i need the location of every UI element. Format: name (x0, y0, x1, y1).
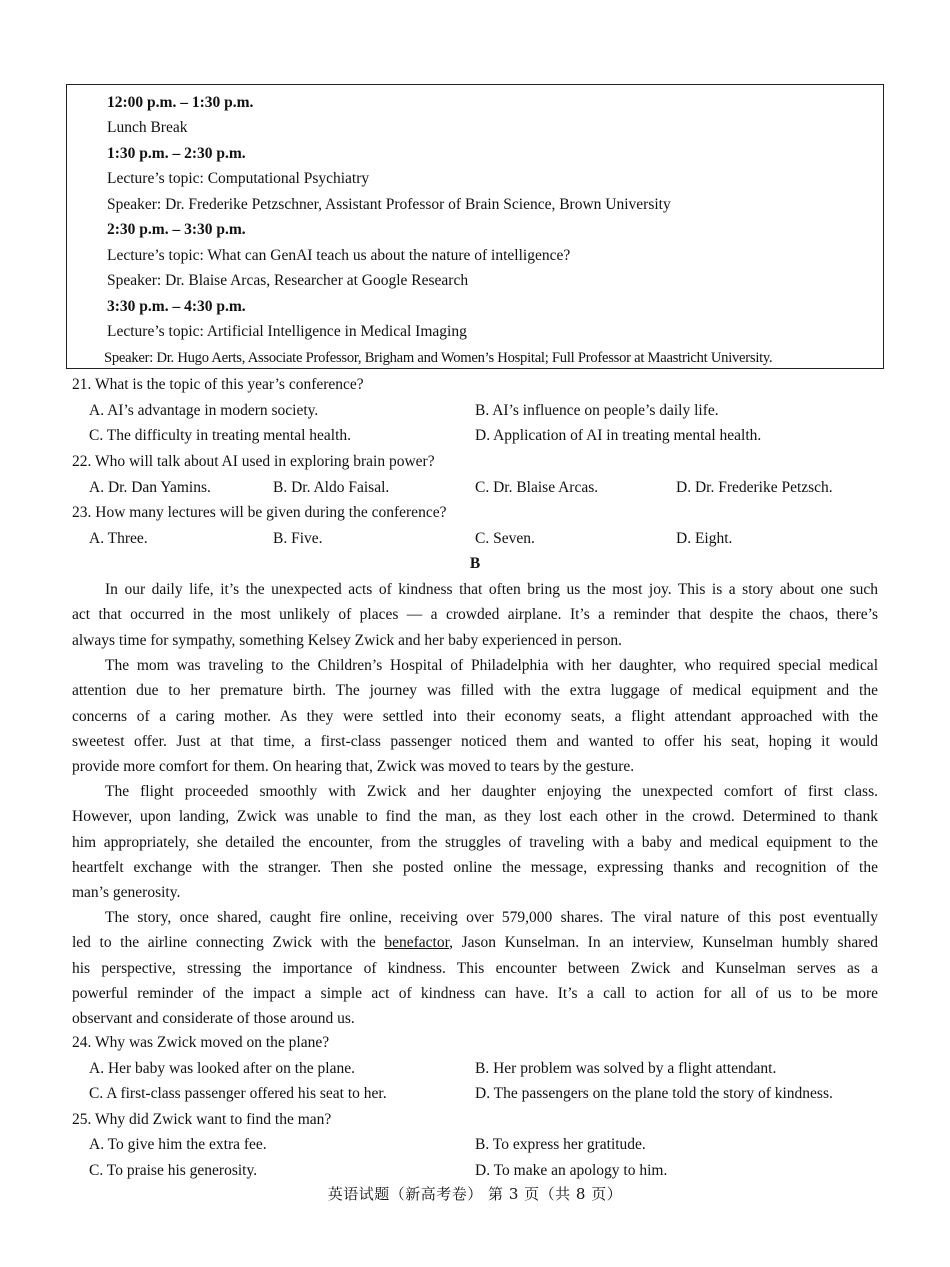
q24-option-b: B. Her problem was solved by a flight attendant. (475, 1060, 777, 1077)
q24-option-d: D. The passengers on the plane told the story of kindness. (475, 1085, 833, 1102)
q25-option-d: D. To make an apology to him. (475, 1162, 668, 1179)
schedule-item: Lecture’s topic: Computational Psychiatry (107, 170, 370, 187)
schedule-time: 3:30 p.m. – 4:30 p.m. (107, 298, 246, 315)
passage-line: The flight proceeded smoothly with Zwick and her daughter enjoying the unexpected comfort of first class. (105, 783, 878, 800)
section-heading-b: B (469, 555, 481, 572)
q21-option-c: C. The difficulty in treating mental health. (89, 427, 352, 444)
q22-option-d: D. Dr. Frederike Petzsch. (676, 479, 833, 496)
passage-line (72, 930, 878, 955)
schedule-item: Speaker: Dr. Hugo Aerts, Associate Professor, Brigham and Women’s Hospital; Full Professor at Maastricht University. (104, 350, 773, 366)
passage-line: concerns of a caring mother. As they were settled into their economy seats, a flight attendant approached with the (72, 707, 878, 725)
q23-option-d: D. Eight. (676, 530, 733, 547)
passage-line: observant and considerate of those around us. (72, 1010, 355, 1028)
schedule-time: 1:30 p.m. – 2:30 p.m. (107, 145, 246, 162)
passage-line: provide more comfort for them. On hearing that, Zwick was moved to tears by the gesture. (72, 758, 635, 776)
passage-paragraph-4 (72, 905, 878, 1031)
passage-paragraph-1 (72, 577, 878, 653)
q24-option-a: A. Her baby was looked after on the plane. (89, 1060, 355, 1077)
passage-line: him appropriately, she detailed the encounter, from the struggles of traveling with a baby and medical equipment to the (72, 833, 878, 851)
q25-option-b: B. To express her gratitude. (475, 1136, 646, 1153)
schedule-time: 12:00 p.m. – 1:30 p.m. (107, 94, 254, 111)
page-footer: 英语试题（新高考卷） 第 3 页（共 8 页） (327, 1185, 623, 1203)
passage-line: act that occurred in the most unlikely of places — a crowded airplane. It’s a reminder that despite the chaos, there’s (72, 606, 878, 624)
passage-line: powerful reminder of the impact a simple act of kindness can have. It’s a call to action for all of us to be more (72, 984, 878, 1002)
passage-line: heartfelt exchange with the stranger. Then she posted online the message, expressing thanks and recognition of the (72, 858, 878, 876)
passage-line: The story, once shared, caught fire online, receiving over 579,000 shares. The viral nature of this post eventually (105, 909, 878, 926)
passage-paragraph-2 (72, 653, 878, 779)
q21-option-b: B. AI’s influence on people’s daily life. (475, 402, 719, 419)
schedule-item: Speaker: Dr. Blaise Arcas, Researcher at Google Research (107, 272, 469, 289)
schedule-item: Lecture’s topic: What can GenAI teach us about the nature of intelligence? (107, 247, 571, 264)
question-22: 22. Who will talk about AI used in exploring brain power? (72, 453, 435, 470)
q23-option-a: A. Three. (89, 530, 148, 547)
q21-option-a: A. AI’s advantage in modern society. (89, 402, 319, 419)
passage-paragraph-3 (72, 779, 878, 905)
question-25: 25. Why did Zwick want to find the man? (72, 1111, 332, 1128)
passage-text: led to the airline connecting Zwick with the (72, 934, 385, 952)
q25-option-c: C. To praise his generosity. (89, 1162, 258, 1179)
q23-option-b: B. Five. (273, 530, 323, 547)
question-21: 21. What is the topic of this year’s conference? (72, 376, 364, 393)
passage-line: his perspective, stressing the importance of kindness. This encounter between Zwick and Kunselman serves as a (72, 959, 878, 977)
question-23: 23. How many lectures will be given during the conference? (72, 504, 447, 521)
schedule-item: Lecture’s topic: Artificial Intelligence in Medical Imaging (107, 323, 467, 340)
underlined-word-benefactor: benefactor (384, 934, 450, 952)
passage-line: sweetest offer. Just at that time, a first-class passenger noticed them and wanted to offer his seat, hoping it would (72, 732, 878, 750)
q22-option-a: A. Dr. Dan Yamins. (89, 479, 211, 496)
q22-option-c: C. Dr. Blaise Arcas. (475, 479, 599, 496)
schedule-time: 2:30 p.m. – 3:30 p.m. (107, 221, 246, 238)
passage-line: The mom was traveling to the Children’s Hospital of Philadelphia with her daughter, who required special medical (105, 657, 878, 674)
q24-option-c: C. A first-class passenger offered his seat to her. (89, 1085, 387, 1102)
q23-option-c: C. Seven. (475, 530, 535, 547)
passage-line: In our daily life, it’s the unexpected acts of kindness that often bring us the most joy. This is a story about one such (105, 581, 878, 598)
schedule-item: Lunch Break (107, 119, 188, 136)
schedule-item: Speaker: Dr. Frederike Petzschner, Assistant Professor of Brain Science, Brown University (107, 196, 671, 213)
passage-text: , Jason Kunselman. In an interview, Kunselman humbly shared (449, 934, 878, 952)
schedule-box (66, 84, 884, 369)
passage-line: always time for sympathy, something Kelsey Zwick and her baby experienced in person. (72, 631, 622, 649)
q25-option-a: A. To give him the extra fee. (89, 1136, 267, 1153)
passage-line: man’s generosity. (72, 884, 181, 902)
q21-option-d: D. Application of AI in treating mental health. (475, 427, 762, 444)
passage-line: However, upon landing, Zwick was unable to find the man, as they lost each other in the crowd. Determined to thank (72, 808, 878, 826)
q22-option-b: B. Dr. Aldo Faisal. (273, 479, 390, 496)
question-24: 24. Why was Zwick moved on the plane? (72, 1034, 330, 1051)
passage-line: attention due to her premature birth. The journey was filled with the extra luggage of medical equipment and the (72, 682, 878, 700)
